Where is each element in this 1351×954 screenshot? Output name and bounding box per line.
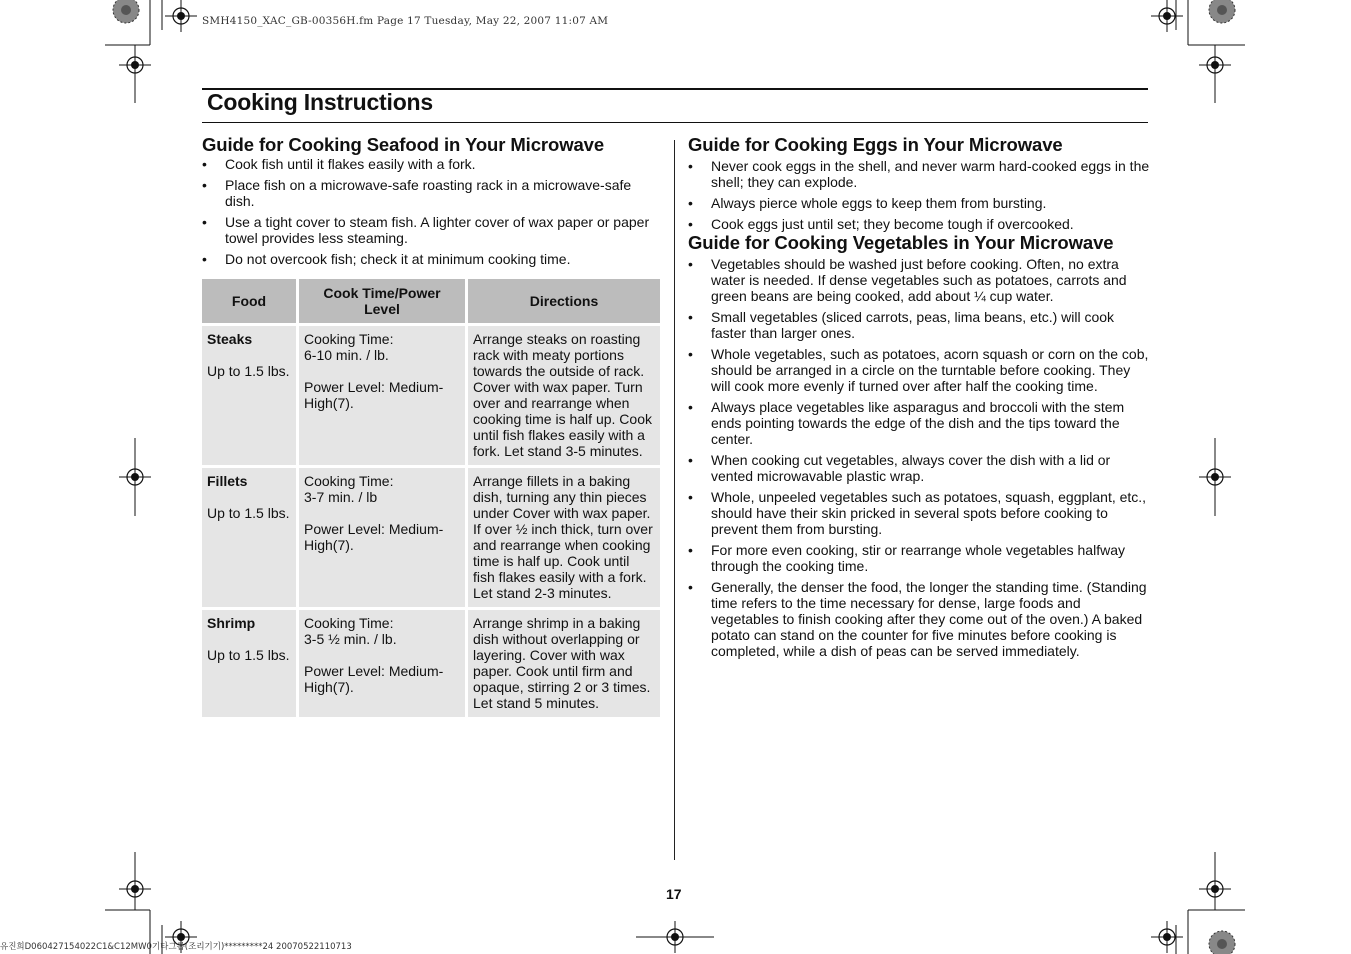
- print-header-note: SMH4150_XAC_GB-00356H.fm Page 17 Tuesday, May 22, 2007 11:07 AM: [202, 15, 609, 27]
- power-level: Power Level: Medium-High(7).: [304, 663, 444, 695]
- cook-time-cell: Cooking Time: 6-10 min. / lb. Power Level: Medium-High(7).: [299, 326, 465, 465]
- list-item: • Never cook eggs in the shell, and never warm hard-cooked eggs in the shell; they can explode.: [688, 158, 1150, 190]
- food-name: Steaks: [207, 331, 253, 347]
- color-wheel-mark-icon: [1209, 0, 1235, 23]
- bullet-icon: •: [202, 251, 207, 267]
- bullet-icon: •: [688, 195, 693, 211]
- seafood-bullets: [202, 156, 662, 267]
- bullet-icon: •: [688, 542, 693, 558]
- table-header-cook-time: Cook Time/Power Level: [299, 279, 465, 323]
- table-header-food: Food: [202, 279, 296, 323]
- bullet-icon: •: [202, 156, 207, 172]
- bullet-icon: •: [688, 158, 693, 174]
- food-cell: [202, 468, 296, 607]
- color-wheel-mark-icon: [1209, 931, 1235, 954]
- food-name: Shrimp: [207, 615, 256, 631]
- column-divider: [674, 140, 675, 860]
- eggs-heading: Guide for Cooking Eggs in Your Microwave: [688, 134, 1063, 155]
- table-row: [202, 468, 660, 607]
- title-rule-bottom: [202, 122, 1148, 123]
- bullet-icon: •: [688, 216, 693, 232]
- seafood-section: [202, 134, 662, 717]
- list-item: • Cook fish until it flakes easily with a fork.: [202, 156, 476, 172]
- food-amount: Up to 1.5 lbs.: [207, 505, 290, 521]
- food-amount: Up to 1.5 lbs.: [207, 363, 290, 379]
- bullet-icon: •: [688, 452, 693, 468]
- bullet-icon: •: [202, 177, 207, 193]
- seafood-table: [199, 279, 663, 717]
- bullet-icon: •: [688, 579, 693, 595]
- list-item: • Cook eggs just until set; they become tough if overcooked.: [688, 216, 1074, 232]
- page-title: Cooking Instructions: [207, 89, 434, 115]
- list-item: • Generally, the denser the food, the longer the standing time. (Standing time refers to the time necessary for dense, large foods and vegetables to finish cooking after they come out of the oven.) A baked potato can stand on the counter for five minutes before cooking is completed, while a dish of peas can be served immediately.: [688, 579, 1147, 659]
- registration-mark-icon: [1151, 921, 1183, 953]
- bullet-icon: •: [202, 214, 207, 230]
- registration-mark-icon: [1151, 0, 1183, 32]
- table-row: [202, 610, 660, 717]
- cook-time: 3-5 ½ min. / lb.: [304, 631, 397, 647]
- vegetables-heading: Guide for Cooking Vegetables in Your Microwave: [688, 232, 1114, 253]
- list-item: • Whole, unpeeled vegetables such as potatoes, squash, eggplant, etc., should have their skin pricked in several spots before cooking to prevent them from bursting.: [688, 489, 1147, 537]
- list-item: • Small vegetables (sliced carrots, peas, lima beans, etc.) will cook faster than larger ones.: [688, 309, 1115, 341]
- table-row: [202, 326, 660, 465]
- cook-time: 6-10 min. / lb.: [304, 347, 389, 363]
- seafood-heading: Guide for Cooking Seafood in Your Microwave: [202, 134, 605, 155]
- food-cell: [202, 610, 296, 717]
- bullet-icon: •: [688, 489, 693, 505]
- cook-time-cell: Cooking Time: 3-7 min. / lb Power Level: Medium-High(7).: [299, 468, 465, 607]
- list-item: • Vegetables should be washed just before cooking. Often, no extra water is needed. If dense vegetables such as potatoes, carrots and green beans are being cooked, add about ¼ cup water.: [688, 256, 1127, 304]
- list-item: • For more even cooking, stir or rearrange whole vegetables halfway through the cooking time.: [688, 542, 1125, 574]
- print-footer-note: 유진희D060427154022C1&C12MW0기타그룹(조리기기)*********24 20070522110713: [0, 942, 352, 952]
- page-number: 17: [666, 886, 682, 902]
- list-item: • Whole vegetables, such as potatoes, acorn squash or corn on the cob, should be arranged in a circle on the turntable before cooking. They will cook more evenly if turned over after half the cooking time.: [688, 346, 1149, 394]
- list-item: • Do not overcook fish; check it at minimum cooking time.: [202, 251, 571, 267]
- list-item: • Always place vegetables like asparagus and broccoli with the stem ends pointing towards the edge of the dish and the tips toward the center.: [688, 399, 1125, 447]
- bullet-icon: •: [688, 309, 693, 325]
- cook-time-cell: Cooking Time: 3-5 ½ min. / lb. Power Level: Medium-High(7).: [299, 610, 465, 717]
- eggs-vegetables-section: [688, 134, 1150, 659]
- power-level: Power Level: Medium-High(7).: [304, 379, 444, 411]
- list-item: • Use a tight cover to steam fish. A lighter cover of wax paper or paper towel provides less steaming.: [202, 214, 650, 246]
- food-amount: Up to 1.5 lbs.: [207, 647, 290, 663]
- directions-cell: Arrange shrimp in a baking dish without overlapping or layering. Cover with wax paper. Cook until firm and opaque, stirring 2 or 3 times. Let stand 5 minutes.: [468, 610, 660, 717]
- registration-mark-icon: [165, 0, 197, 32]
- cook-time: 3-7 min. / lb: [304, 489, 378, 505]
- list-item: • Place fish on a microwave-safe roasting rack in a microwave-safe dish.: [202, 177, 632, 209]
- food-name: Fillets: [207, 473, 248, 489]
- bullet-icon: •: [688, 399, 693, 415]
- list-item: • When cooking cut vegetables, always cover the dish with a lid or vented microwavable plastic wrap.: [688, 452, 1111, 484]
- bullet-icon: •: [688, 346, 693, 362]
- power-level: Power Level: Medium-High(7).: [304, 521, 444, 553]
- directions-cell: Arrange fillets in a baking dish, turning any thin pieces under Cover with wax paper. If over ½ inch thick, turn over and rearrange when cooking time is half up. Cook until fish flakes easily with a fork. Let stand 2-3 minutes.: [468, 468, 660, 607]
- color-wheel-mark-icon: [113, 0, 139, 23]
- vegetables-bullets: [688, 256, 1150, 659]
- list-item: • Always pierce whole eggs to keep them from bursting.: [688, 195, 1047, 211]
- directions-cell: Arrange steaks on roasting rack with meaty portions towards the outside of rack. Cover with wax paper. Turn over and rearrange when cooking time is half up. Cook until fish flakes easily with a fork. Let stand 3-5 minutes.: [468, 326, 660, 465]
- bullet-icon: •: [688, 256, 693, 272]
- food-cell: [202, 326, 296, 465]
- eggs-bullets: [688, 158, 1150, 232]
- table-header-directions: Directions: [468, 279, 660, 323]
